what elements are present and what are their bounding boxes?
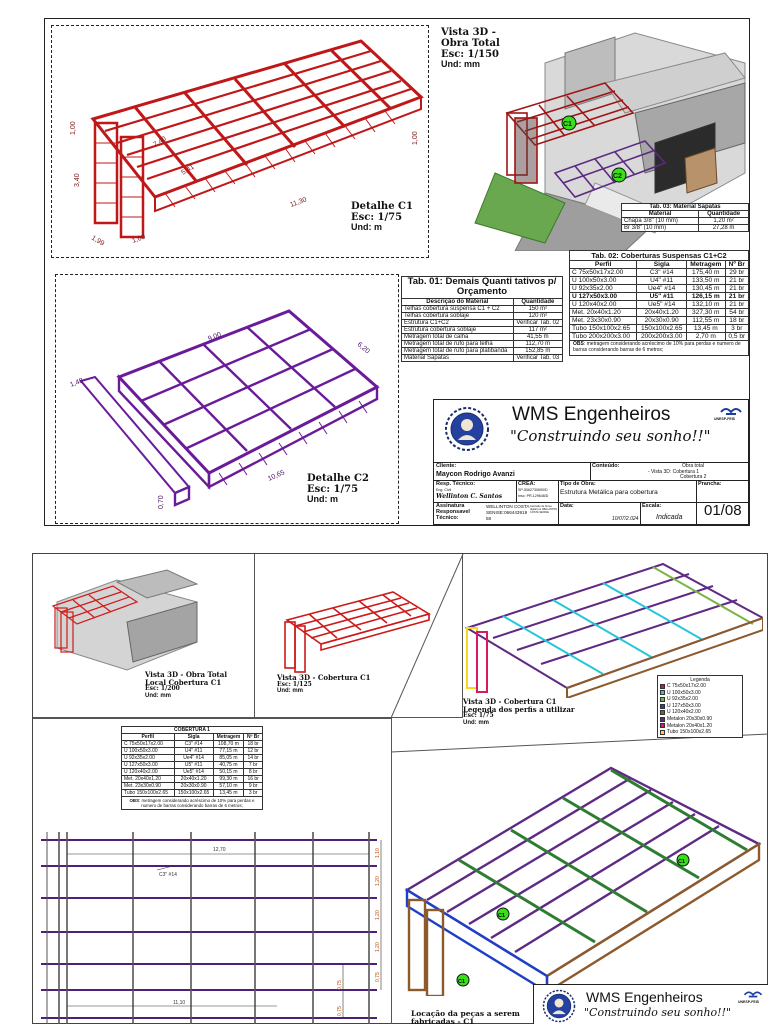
table-row bbox=[402, 319, 563, 326]
table-cell: 327,30 m bbox=[686, 309, 725, 317]
table-row bbox=[402, 340, 563, 347]
cobertura1-obs-label: OBS bbox=[129, 798, 140, 803]
table-cell: Estrutura C1+C2 bbox=[402, 319, 514, 326]
assinatura-note: Assinado de forma digital por WELLINTON COSTA SENISE bbox=[530, 505, 558, 515]
tipo-value: Estrutura Metálica para cobertura bbox=[560, 489, 658, 496]
legend-label: Metalon 20x40x1.20 bbox=[667, 722, 713, 729]
table-cell: 152,85 m bbox=[513, 347, 562, 354]
table-row bbox=[570, 277, 749, 285]
prancha-label: Prancha: bbox=[698, 481, 722, 487]
svg-text:1,99: 1,99 bbox=[90, 234, 106, 248]
table-cell: Metragem total de rufo para telha bbox=[402, 340, 514, 347]
legend-swatch bbox=[660, 704, 665, 709]
drawing-sheet-1 bbox=[44, 18, 750, 526]
vista-obra-total-caption bbox=[145, 671, 227, 700]
table-row bbox=[570, 301, 749, 309]
locacao-title-1: Locação da peças a serem bbox=[411, 1009, 520, 1018]
table-cell: 18 br bbox=[725, 317, 748, 325]
locacao-title-2: fabricadas - C1 bbox=[411, 1017, 475, 1024]
table-cell: 150 m² bbox=[513, 305, 562, 312]
cobertura1-table bbox=[121, 726, 263, 797]
table-cell: U 120x40x2.00 bbox=[122, 769, 175, 776]
table-cell: Met. 20x40x1.20 bbox=[122, 776, 175, 783]
detalhe-c1-caption bbox=[351, 201, 431, 233]
tab03-cell: Chapa 3/8" (10 mm) bbox=[622, 218, 699, 225]
table-cell: 200x200x3.00 bbox=[637, 333, 687, 341]
table-cell: Ue4" #14 bbox=[637, 285, 687, 293]
table-cell: Verificar Tab. 03 bbox=[513, 354, 562, 361]
cobertura1-header: Perfil bbox=[122, 734, 175, 741]
drawing-sheet-2 bbox=[32, 553, 768, 1024]
cobertura1-obs-text: : metragem considerando acréscimo de 10% para perdas e numero de barras considerando barras de 6 metros; bbox=[139, 798, 255, 809]
table-row bbox=[122, 783, 263, 790]
table-cell: 41,55 m bbox=[513, 333, 562, 340]
tab03-title: Tab. 03: Material Sapatas bbox=[622, 204, 749, 211]
table-cell: 99,30 m bbox=[213, 776, 244, 783]
svg-text:0,70: 0,70 bbox=[158, 495, 165, 509]
table-row bbox=[122, 755, 263, 762]
table-cell: C3" #14 bbox=[637, 269, 687, 277]
table-cell: 12 br bbox=[244, 748, 263, 755]
table-cell: Ue5" #14 bbox=[174, 769, 213, 776]
tab01-table bbox=[401, 276, 563, 362]
table-cell: U 120x40x2.00 bbox=[570, 301, 637, 309]
cobertura-c1-plan-view bbox=[37, 830, 389, 1024]
company-slogan: "Construindo seu sonho!!" bbox=[510, 427, 711, 445]
table-cell: 20x30x0.90 bbox=[637, 317, 687, 325]
legend-swatch bbox=[660, 690, 665, 695]
vista-cobertura-c1-title: Vista 3D - Cobertura C1 bbox=[277, 673, 371, 682]
titleblock-1 bbox=[433, 399, 749, 525]
escala-value: Indicada bbox=[656, 514, 683, 521]
table-cell: 117 m² bbox=[513, 326, 562, 333]
table-cell: U 92x35x2.00 bbox=[570, 285, 637, 293]
table-cell: Estrutura cobertura soblaje bbox=[402, 326, 514, 333]
table-row bbox=[122, 741, 263, 748]
university-seal-icon bbox=[444, 406, 490, 452]
vista-obra-title-1: Vista 3D - bbox=[441, 27, 496, 38]
tab01-table-wrap bbox=[401, 276, 563, 362]
legend-swatch bbox=[660, 717, 665, 722]
table-cell: 14 br bbox=[244, 755, 263, 762]
cobertura1-body bbox=[122, 741, 263, 797]
plan-side-dim: 1,10 bbox=[375, 848, 381, 858]
vista-obra-total-title-1: Vista 3D - Obra Total bbox=[145, 670, 227, 679]
table-cell: 21 br bbox=[725, 293, 748, 301]
table-cell: 50,15 m bbox=[213, 769, 244, 776]
table-cell: U 127x50x3.00 bbox=[570, 293, 637, 301]
legend-item bbox=[660, 696, 740, 703]
locacao-3d-view bbox=[397, 750, 768, 996]
cliente-value: Maycon Rodrigo Avanzi bbox=[436, 471, 515, 478]
table-row bbox=[570, 293, 749, 301]
cobertura1-header: Metragem bbox=[213, 734, 244, 741]
table-row bbox=[402, 354, 563, 361]
legend-label: U 92x35x2.00 bbox=[667, 696, 698, 703]
table-row bbox=[122, 769, 263, 776]
table-row bbox=[570, 285, 749, 293]
table-cell: Telhas cobertura suspensa C1 + C2 bbox=[402, 305, 514, 312]
detalhe-c1-title: Detalhe C1 bbox=[351, 201, 413, 212]
plan-left-dim: 0,75 bbox=[337, 1006, 343, 1016]
table-cell: Verificar Tab. 02 bbox=[513, 319, 562, 326]
conteudo-line-2: - Vista 3D: Cobertura 1 bbox=[648, 469, 700, 475]
vista-obra-scale: Esc: 1/150 bbox=[441, 49, 499, 60]
legend-swatch bbox=[660, 730, 665, 735]
table-cell: Ue5" #14 bbox=[637, 301, 687, 309]
vista-obra-title-2: Obra Total bbox=[441, 38, 500, 49]
c1-dim-label: 1,00 bbox=[70, 121, 77, 135]
table-row bbox=[570, 333, 749, 341]
svg-text:11,30: 11,30 bbox=[289, 196, 308, 209]
plan-side-dim: 1,20 bbox=[375, 942, 381, 952]
tab01-header: Descrição do Material bbox=[402, 298, 514, 305]
vista-legenda-caption bbox=[463, 698, 575, 727]
legend-item bbox=[660, 716, 740, 723]
table-cell: 20x40x1.20 bbox=[637, 309, 687, 317]
table-cell: 21 br bbox=[725, 301, 748, 309]
data-value: 10/07/2.024 bbox=[612, 516, 639, 522]
marker-c1: C1 bbox=[563, 121, 572, 128]
table-row bbox=[122, 762, 263, 769]
svg-text:1,48: 1,48 bbox=[69, 377, 85, 389]
table-cell: 112,55 m bbox=[686, 317, 725, 325]
plan-left-dim: 0,75 bbox=[337, 980, 343, 990]
table-cell: 108,70 m bbox=[213, 741, 244, 748]
conteudo-line-1: Obra total bbox=[682, 463, 704, 469]
table-row bbox=[122, 790, 263, 797]
table-cell: 13,45 m bbox=[213, 790, 244, 797]
tab02-table bbox=[569, 250, 749, 341]
crea-value-2: Insc: PR-129648/D bbox=[518, 494, 549, 498]
legend-label: U 120x40x2.00 bbox=[667, 709, 701, 716]
crea-value-1: SP-5062730690/D bbox=[518, 488, 548, 492]
table-cell: C3" #14 bbox=[174, 741, 213, 748]
table-row bbox=[570, 325, 749, 333]
crea-label: CREA: bbox=[518, 481, 536, 487]
company-slogan-2: "Construindo seu sonho!!" bbox=[584, 1006, 732, 1019]
table-row bbox=[402, 326, 563, 333]
table-cell: 126,15 m bbox=[686, 293, 725, 301]
legend-swatch bbox=[660, 723, 665, 728]
resp-signature: Wellinton C. Santos bbox=[436, 493, 503, 500]
table-cell: 175,40 m bbox=[686, 269, 725, 277]
tab01-header: Quantidade bbox=[513, 298, 562, 305]
cobertura1-header: Nº Br bbox=[244, 734, 263, 741]
table-cell: 112,70 m bbox=[513, 340, 562, 347]
table-cell: Met. 23x30x0.90 bbox=[570, 317, 637, 325]
tab02-obs-label: OBS bbox=[573, 341, 584, 347]
detalhe-c2-title: Detalhe C2 bbox=[307, 473, 369, 484]
table-row bbox=[402, 305, 563, 312]
marker-c1-b: C1 bbox=[678, 859, 686, 865]
table-cell: 7 br bbox=[244, 762, 263, 769]
tab03-header: Quantidade bbox=[699, 211, 749, 218]
table-cell: 9 br bbox=[244, 783, 263, 790]
legend-swatch bbox=[660, 697, 665, 702]
unesp-logo-text: UNESP-FEIS bbox=[714, 417, 736, 421]
tab01-title: Tab. 01: Demais Quanti tativos p/ Orçamento bbox=[402, 277, 563, 299]
conteudo-label: Conteúdo: bbox=[592, 463, 620, 469]
table-cell: 18 br bbox=[244, 741, 263, 748]
table-cell: Metragem total de calha bbox=[402, 333, 514, 340]
table-cell: Tubo 150x100x2.65 bbox=[122, 790, 175, 797]
table-cell: 20x30x0.90 bbox=[174, 783, 213, 790]
tab03-cell: 1,20 m² bbox=[699, 218, 749, 225]
company-name: WMS Engenheiros bbox=[512, 404, 671, 425]
table-cell: U4" #11 bbox=[637, 277, 687, 285]
table-cell: U 100x50x3.00 bbox=[570, 277, 637, 285]
tab02-header: Sigla bbox=[637, 261, 687, 269]
table-row bbox=[570, 309, 749, 317]
legend-item bbox=[660, 723, 740, 730]
legend-label: U 127x50x3.00 bbox=[667, 702, 701, 709]
svg-text:3,40: 3,40 bbox=[74, 173, 81, 187]
tab02-header: Metragem bbox=[686, 261, 725, 269]
svg-text:6,20: 6,20 bbox=[355, 341, 371, 356]
table-cell: U 127x50x3.00 bbox=[122, 762, 175, 769]
tab02-table-wrap bbox=[569, 250, 749, 356]
legend-item bbox=[660, 683, 740, 690]
cobertura1-title: COBERTURA 1 bbox=[122, 727, 263, 734]
plan-dim-top: 12,70 bbox=[213, 847, 226, 853]
legend-title: Legenda bbox=[690, 677, 710, 683]
table-cell: Telhas cobertura soblaje bbox=[402, 312, 514, 319]
assinatura-name: WELLINTON COSTA SENISE:066443919 58 bbox=[486, 504, 530, 521]
table-cell: 0,5 br bbox=[725, 333, 748, 341]
vista-legenda-unit: Und: mm bbox=[463, 719, 489, 726]
titleblock-2 bbox=[533, 984, 768, 1024]
company-name-2: WMS Engenheiros bbox=[586, 989, 703, 1005]
detalhe-c1-unit: Und: m bbox=[351, 222, 382, 232]
detalhe-c1-scale: Esc: 1/75 bbox=[351, 212, 403, 223]
table-cell: Tubo 200x200x3.00 bbox=[570, 333, 637, 341]
table-cell: Metragem total de rufo para platibanda bbox=[402, 347, 514, 354]
table-row bbox=[570, 269, 749, 277]
legend-item bbox=[660, 709, 740, 716]
svg-text:10,65: 10,65 bbox=[266, 469, 286, 483]
profile-legend bbox=[657, 675, 743, 738]
table-cell: 20x40x1.20 bbox=[174, 776, 213, 783]
vista-cobertura-c1-scale: Esc: 1/125 bbox=[277, 680, 312, 688]
table-cell: Material Sapatas bbox=[402, 354, 514, 361]
svg-text:1,00: 1,00 bbox=[131, 233, 147, 245]
locacao-caption bbox=[411, 1010, 541, 1024]
unesp-logo-icon bbox=[718, 404, 744, 418]
tab03-header: Material bbox=[622, 211, 699, 218]
table-row bbox=[402, 312, 563, 319]
table-cell: 29 br bbox=[725, 269, 748, 277]
tab03-table bbox=[621, 203, 749, 232]
tab02-body bbox=[570, 269, 749, 341]
unesp-logo-text-2: UNESP-FEIS bbox=[738, 1000, 760, 1004]
unesp-logo-icon bbox=[742, 988, 764, 1000]
svg-text:5,41: 5,41 bbox=[180, 163, 196, 177]
table-row bbox=[122, 776, 263, 783]
resp-label: Resp. Técnico: bbox=[436, 481, 476, 487]
table-cell: 57,10 m bbox=[213, 783, 244, 790]
table-cell: 150x100x2.65 bbox=[174, 790, 213, 797]
table-cell: U5" #11 bbox=[637, 293, 687, 301]
legend-item bbox=[660, 729, 740, 736]
plan-side-dim: 0,75 bbox=[375, 972, 381, 982]
tipo-label: Tipo de Obra: bbox=[560, 481, 596, 487]
table-row bbox=[122, 748, 263, 755]
vista-obra-total-title-2: Local Cobertura C1 bbox=[145, 677, 222, 687]
cobertura-c1-mini-view bbox=[273, 584, 433, 674]
tab02-header: Perfil bbox=[570, 261, 637, 269]
tab03-table-wrap bbox=[621, 203, 749, 232]
table-cell: 2,70 m bbox=[686, 333, 725, 341]
legend-swatch bbox=[660, 684, 665, 689]
vista-obra-total-scale: Esc: 1/200 bbox=[145, 685, 180, 693]
cobertura1-obs bbox=[121, 797, 263, 810]
detalhe-c2-caption bbox=[307, 473, 397, 505]
escala-label: Escala: bbox=[642, 503, 662, 509]
table-cell: U 92x35x2.00 bbox=[122, 755, 175, 762]
detalhe-c2-scale: Esc: 1/75 bbox=[307, 484, 359, 495]
legend-label: Metalon 20x30x0.90 bbox=[667, 715, 713, 722]
table-row bbox=[570, 317, 749, 325]
legend-swatch bbox=[660, 710, 665, 715]
table-cell: C 75x50x17x2.00 bbox=[122, 741, 175, 748]
table-cell: 8 br bbox=[244, 769, 263, 776]
cobertura1-header: Sigla bbox=[174, 734, 213, 741]
vista-legenda-scale: Esc: 1/75 bbox=[463, 712, 494, 720]
vista-cobertura-c1-caption bbox=[277, 674, 371, 695]
table-row bbox=[402, 333, 563, 340]
tab02-header: Nº Br bbox=[725, 261, 748, 269]
vista-legenda-title-2: Legenda dos perfis a utilizar bbox=[463, 704, 575, 714]
table-cell: Met. 20x40x1.20 bbox=[570, 309, 637, 317]
data-label: Data: bbox=[560, 503, 574, 509]
plan-side-dim: 1,20 bbox=[375, 910, 381, 920]
vista-legenda-title-1: Vista 3D - Cobertura C1 bbox=[463, 697, 557, 706]
table-row bbox=[402, 347, 563, 354]
table-cell: Ue4" #14 bbox=[174, 755, 213, 762]
tab03-cell: 27,28 m bbox=[699, 225, 749, 232]
table-cell: U5" #11 bbox=[174, 762, 213, 769]
tab02-title: Tab. 02: Coberturas Suspensas C1+C2 bbox=[570, 251, 749, 261]
table-cell: 54 br bbox=[725, 309, 748, 317]
cliente-label: Cliente: bbox=[436, 463, 457, 469]
table-cell: U 100x50x3.00 bbox=[122, 748, 175, 755]
table-cell: C 75x50x17x2.00 bbox=[570, 269, 637, 277]
svg-text:7,40: 7,40 bbox=[152, 135, 168, 149]
vista-cobertura-c1-unit: Und: mm bbox=[277, 688, 303, 695]
table-cell: Met. 23x30x0.90 bbox=[122, 783, 175, 790]
legend-label: U 100x50x3.00 bbox=[667, 689, 701, 696]
legend-items bbox=[660, 683, 740, 736]
plan-side-dim: 1,20 bbox=[375, 876, 381, 886]
marker-c1-c: C1 bbox=[458, 979, 466, 985]
legend-label: C 75x50x17x2.00 bbox=[667, 683, 706, 689]
table-cell: 132,10 m bbox=[686, 301, 725, 309]
obra-total-mini-view bbox=[37, 562, 213, 674]
tab02-obs bbox=[569, 341, 749, 356]
table-cell: 13,45 m bbox=[686, 325, 725, 333]
tab01-body bbox=[402, 305, 563, 361]
vista-obra-unit: Und: mm bbox=[441, 59, 480, 69]
table-cell: 21 br bbox=[725, 285, 748, 293]
table-cell: 120 m² bbox=[513, 312, 562, 319]
table-cell: 3 br bbox=[725, 325, 748, 333]
table-cell: 85,05 m bbox=[213, 755, 244, 762]
plan-dim-bottom: 11,10 bbox=[173, 1000, 186, 1006]
cobertura1-table-wrap bbox=[121, 726, 263, 810]
svg-text:9,00: 9,00 bbox=[207, 331, 223, 343]
table-cell: 21 br bbox=[725, 277, 748, 285]
conteudo-line-3: Cobertura 2 bbox=[680, 474, 707, 480]
marker-c2: C2 bbox=[613, 173, 622, 180]
tab03-cell: Br 3/8" (10 mm) bbox=[622, 225, 699, 232]
prancha-value: 01/08 bbox=[704, 502, 742, 519]
vista-obra-total-unit: Und: mm bbox=[145, 692, 171, 699]
legend-item bbox=[660, 690, 740, 697]
table-cell: 3 br bbox=[244, 790, 263, 797]
table-cell: 40,75 m bbox=[213, 762, 244, 769]
university-seal-icon bbox=[542, 989, 576, 1023]
legend-label: Tubo 150x100x2.65 bbox=[667, 729, 712, 736]
table-cell: U4" #11 bbox=[174, 748, 213, 755]
table-cell: 133,50 m bbox=[686, 277, 725, 285]
table-cell: 130,45 m bbox=[686, 285, 725, 293]
resp-sub: Eng. Civil bbox=[436, 488, 452, 492]
legend-item bbox=[660, 703, 740, 710]
tab02-obs-text: : metragem considerando acréscimo de 10% para perdas e numero de barras considerando barras de 6 metros; bbox=[573, 341, 741, 353]
detalhe-c2-unit: Und: m bbox=[307, 494, 338, 504]
table-cell: 150x100x2.65 bbox=[637, 325, 687, 333]
svg-text:1,00: 1,00 bbox=[412, 131, 419, 145]
table-cell: 77,15 m bbox=[213, 748, 244, 755]
table-cell: Tubo 150x100x2.65 bbox=[570, 325, 637, 333]
assinatura-label: Assinatura Responsavel Técnico: bbox=[436, 503, 470, 522]
marker-c1-a: C1 bbox=[498, 913, 506, 919]
table-cell: 16 br bbox=[244, 776, 263, 783]
plan-callout: C3" #14 bbox=[159, 872, 177, 878]
